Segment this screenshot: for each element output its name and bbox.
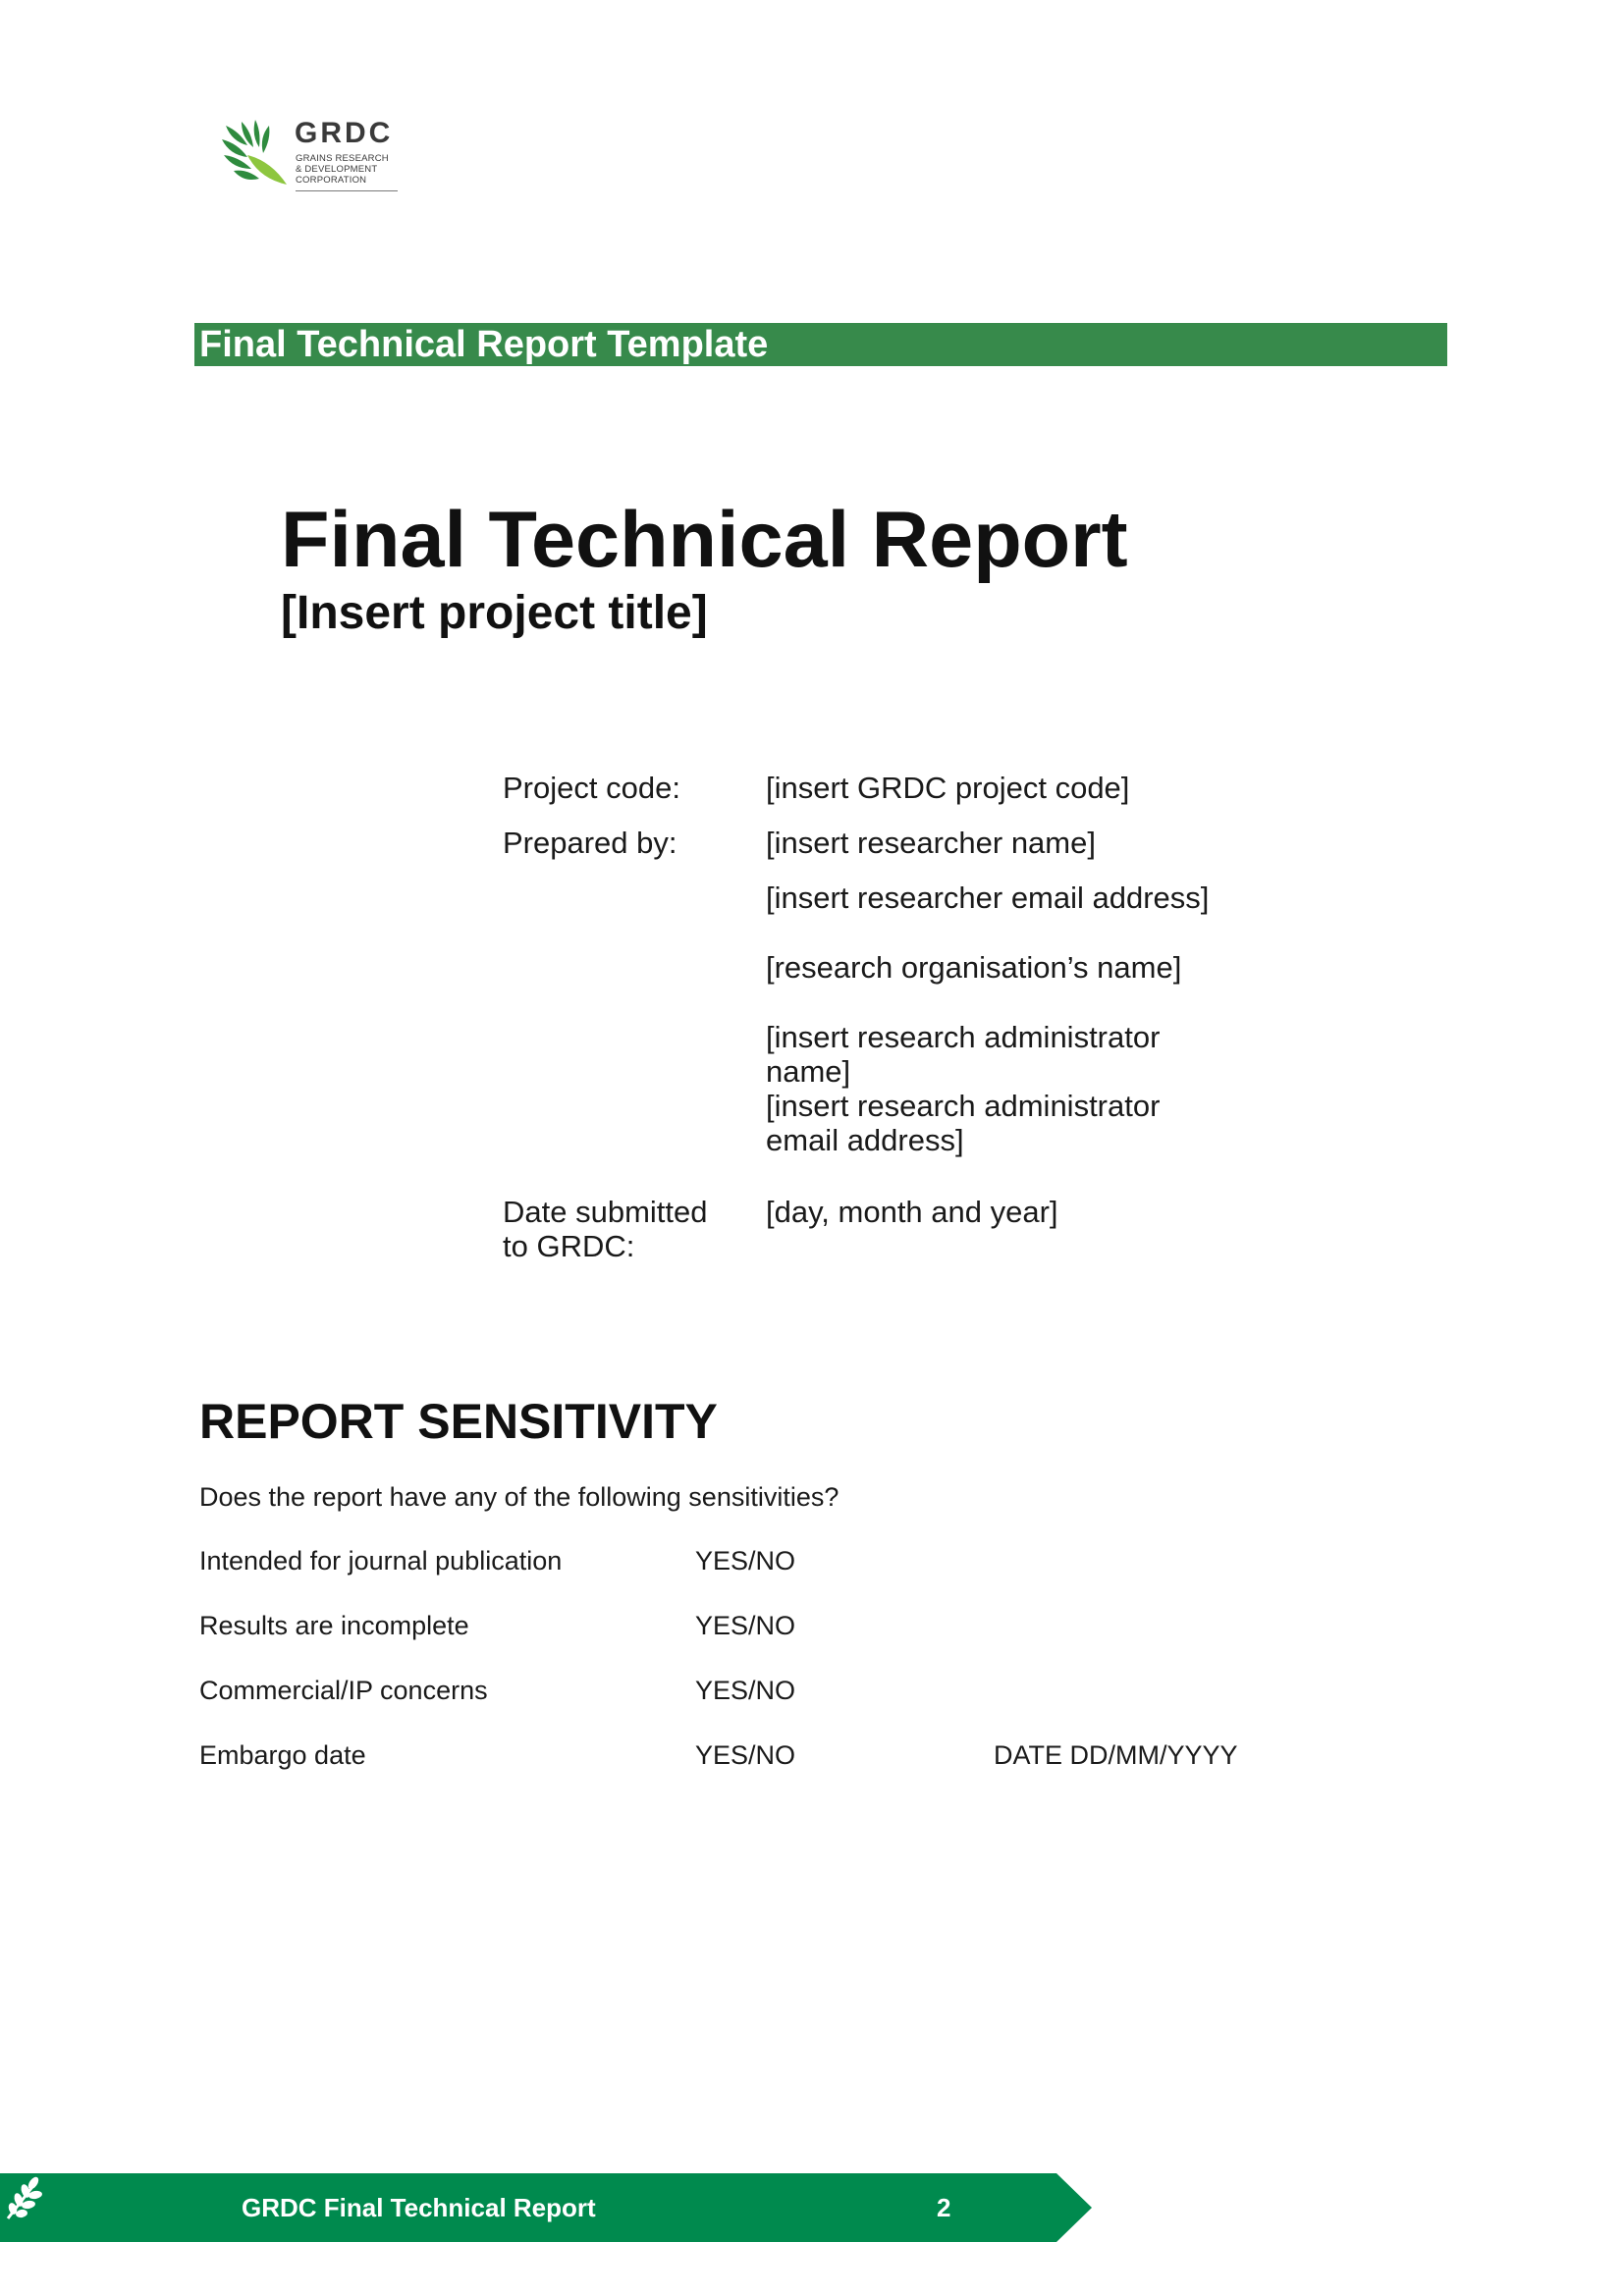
logo-subtext: GRAINS RESEARCH & DEVELOPMENT CORPORATION (296, 153, 389, 186)
admin-email: [insert research administrator email address] (766, 1089, 1161, 1157)
sensitivity-row-label: Commercial/IP concerns (199, 1676, 488, 1705)
prepared-by-label: Prepared by: (503, 826, 677, 860)
project-code-label: Project code: (503, 771, 680, 805)
logo-divider (296, 190, 398, 191)
logo-wordmark: GRDC (295, 117, 394, 149)
page-number: 2 (937, 2193, 951, 2222)
researcher-email: [insert researcher email address] (766, 881, 1210, 915)
date-submitted-label: Date submitted to GRDC: (503, 1195, 708, 1263)
wheat-icon (0, 2173, 49, 2222)
admin-name: [insert research administrator name] (766, 1020, 1161, 1089)
sensitivity-row-answer: YES/NO (695, 1546, 796, 1575)
date-submitted-value: [day, month and year] (766, 1195, 1058, 1229)
wheat-logo-icon (218, 116, 295, 192)
project-code-value: [insert GRDC project code] (766, 771, 1130, 805)
footer-title: GRDC Final Technical Report (242, 2193, 596, 2222)
sensitivity-row-label: Results are incomplete (199, 1611, 469, 1640)
report-sensitivity-heading: REPORT SENSITIVITY (199, 1394, 718, 1449)
sensitivity-row-answer: YES/NO (695, 1676, 796, 1705)
grdc-logo (218, 116, 400, 194)
sensitivity-row-answer: YES/NO (695, 1740, 796, 1770)
sensitivity-row-label: Embargo date (199, 1740, 366, 1770)
template-banner: Final Technical Report Template (194, 323, 1447, 366)
sensitivity-question: Does the report have any of the following sensitivities? (199, 1482, 839, 1512)
sensitivity-row-label: Intended for journal publication (199, 1546, 563, 1575)
researcher-name: [insert researcher name] (766, 826, 1096, 860)
report-title: Final Technical Report (281, 496, 1128, 584)
project-title-placeholder: [Insert project title] (281, 587, 708, 639)
sensitivity-row-answer: YES/NO (695, 1611, 796, 1640)
page-footer (0, 2173, 1092, 2242)
organisation-name: [research organisation’s name] (766, 950, 1182, 985)
embargo-date-placeholder: DATE DD/MM/YYYY (994, 1740, 1238, 1770)
